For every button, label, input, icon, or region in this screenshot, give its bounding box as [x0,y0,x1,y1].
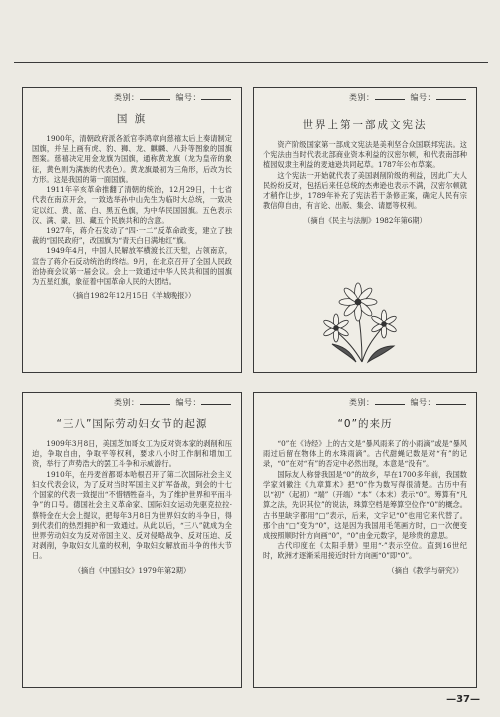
paragraph: 国际友人称誉我国是“0”的故乡，早在1700多年前，我国数学家刘徽注《九章算术》把“0”作为数写得很清楚。古历中有以“初”（起初）“端”（开端）“本”（本末）表示“0”。筹算有“凡算之法，先识其位”的说法，珠算空档是筹算空位作“0”的概念。古书里缺字都用“□”表示，后来，文字记“0”也用它来代替了。那个由“□”变为“0”，这是因为我国用毛笔画方时，□一次便变成按照顺时针方向画“0”，“0”由金元数字，是珍贵的意思。 [263,469,467,540]
category-label: 类别： [114,398,140,407]
classification-line [254,88,476,103]
paragraph: 1910年，在丹麦首都哥本哈根召开了第二次国际社会主义妇女代表会议，为了反对当时军国主义扩军备战，到会的十七个国家的代表一致提出“不惜牺牲奋斗，为了维护世界和平而斗争”的口号。德国社会主义革命家、国际妇女运动先驱克拉拉·蔡特金在大会上提议，把每年3月8日为世界妇女的斗争日，得到代表们的热烈拥护和一致通过。从此以后，“三八”就成为全世界劳动妇女为反对帝国主义、反对侵略战争、反对压迫、反对剥削，争取妇女儿童的权利，争取妇女解放而斗争的伟大节日。 [32,469,232,561]
card-title: “0”的来历 [337,418,393,430]
number-label: 编号： [175,398,201,407]
card-first-constitution [253,87,477,373]
card-womens-day-origin [22,392,242,688]
classification-line [23,393,241,408]
paragraph: 1900年，清朝政府派各派官李鸿章向慈禧太后上奏请制定国旗，并呈上画有虎、豹、狮、龙、麒麟、八卦等图象的国旗图案。慈禧决定用金龙旗为国旗，通称黄龙旗（龙为皇帝的象征，黄色则为满族的代表色）。黄龙旗最初为三角形，后改为长方形。这是我国的第一面国旗。 [32,134,232,184]
card-title: 世界上第一部成文宪法 [302,119,428,131]
flower-illustration [312,280,412,364]
paragraph: 1949年4月，中国人民解放军横渡长江天堑，占领南京，宣告了蒋介石反动统治的终结。9月，在北京召开了全国人民政治协商会议第一届会议。会上一致通过中华人民共和国的国旗为五星红旗，象征着中国革命人民的大团结。 [32,246,232,287]
card-title: “三八”国际劳动妇女节的起源 [56,418,208,430]
card-body [254,140,476,226]
paragraph: 这个宪法一开始就代表了美国剥削阶级的利益，因此广大人民纷纷反对，包括后来任总统的杰弗逊也表示不满，汉密尔顿就才稍作让步，1789年补充了宪法若干条修正案，确定人民有宗教信仰自由，有言论、出版、集会、请愿等权利。 [263,170,467,211]
paragraph: 1909年3月8日，美国芝加哥女工为反对资本家的剥削和压迫，争取自由，争取平等权利，要求八小时工作制和增加工资，举行了声势浩大的罢工斗争和示威游行。 [32,439,232,469]
page-top-rule [14,62,488,63]
page-number: —37— [446,694,480,705]
source-citation: （摘自《教学与研究》） [387,565,463,575]
source-citation: （摘自1982年12月15日《羊城晚报》） [68,291,196,301]
number-label: 编号： [410,398,436,407]
number-label: 编号： [410,93,436,102]
paragraph: 1927年，蒋介石发动了“四·一二”反革命政变，建立了独裁的“国民政府”，改国旗为“青天白日满地红”旗。 [32,225,232,246]
category-label: 类别： [114,93,140,102]
card-body [23,134,241,302]
classification-line [254,393,476,408]
category-label: 类别： [349,93,375,102]
paragraph: 1911年辛亥革命推翻了清朝的统治，12月29日，十七省代表在南京开会，一致选举孙中山先生为临时大总统，一致决定以红、黄、蓝、白、黑五色旗，为中华民国国旗。五色表示汉、满、蒙、回、藏五个民族共和的含意。 [32,185,232,225]
card-national-flag [22,87,242,373]
card-zero-origin [253,392,477,688]
paragraph: “0”在《诗经》上的古文是“暴风雨来了的小雨滴”或是“暴风雨过后留在物体上的水珠雨滴”。古代甜蝇记数是对“有”的记录，“0”在对“有”的否定中必然出现，本意是“没有”。 [263,439,467,469]
source-citation: （摘自《中国妇女》1979年第2期） [73,565,191,575]
card-body [254,439,476,576]
classification-line [23,88,241,103]
category-label: 类别： [349,398,375,407]
number-label: 编号： [175,93,201,102]
paragraph: 古代印度在《太阳手册》里用“·”表示空位。直到16世纪时，欧洲才逐渐采用接近时针方向画“0”即“0”。 [263,541,467,561]
card-title: 国 旗 [116,113,148,125]
card-body [23,439,241,576]
source-citation: （摘自《民主与法制》1982年第6期） [303,215,427,225]
paragraph: 资产阶级国家第一部成文宪法是美利坚合众国联邦宪法。这个宪法由当时代表北部商业资本利益的汉密尔顿，和代表南部种植园奴隶主利益的麦迪逊共同起草。1787年公布草案。 [263,140,467,170]
